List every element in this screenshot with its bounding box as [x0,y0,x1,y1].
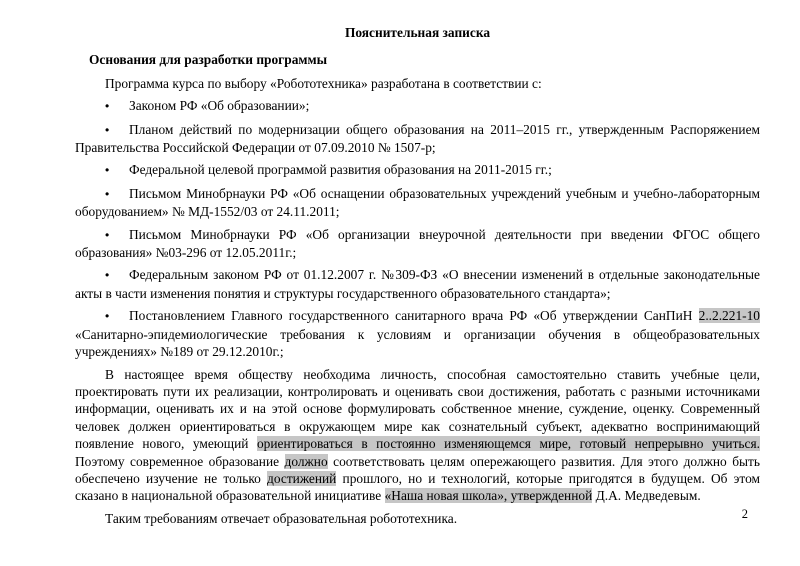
highlighted-text-segment: ориентироваться в постоянно изменяющемся мире, готовый непрерывно учиться. [256,436,760,452]
highlighted-text-segment: «Наша новая школа», утвержденной [384,488,593,504]
bullet-icon: • [105,122,110,137]
text-segment: Федеральной целевой программой развития образования на 2011-2015 гг.; [129,162,552,178]
section-heading: Основания для разработки программы [89,52,328,68]
bullet-icon: • [105,268,110,283]
text-segment: прошлого, но и технологий, которые пригодятся в будущем. Об этом сказано в национальной образовательной инициативе [75,470,760,504]
bullet-item [75,185,760,221]
bullet-item [75,307,760,360]
bullet-item [75,97,760,115]
body-paragraph [75,366,760,505]
intro-paragraph: Программа курса по выбору «Робототехника» разработана в соответствии с: [105,75,542,91]
text-segment: Письмом Минобрнауки РФ «Об организации внеурочной деятельности при введении ФГОС общего образования» №03-296 от 12.05.2011г.; [75,226,760,261]
body-paragraphs [75,366,760,528]
bullet-item [75,266,760,302]
text-segment: соответствовать целям опережающего развития. Для этого должно быть обеспечено изучение не только [75,453,760,486]
text-segment: Федеральным законом РФ от 01.12.2007 г. №309-ФЗ «О внесении изменений в отдельные законодательные акты в части изменения понятия и структуры государственного образовательного стандарта»; [75,267,760,301]
text-segment: В настоящее время обществу необходима личность, способная самостоятельно ставить учебные цели, проектировать пути их реализации, контролировать и оценивать свои достижения, работать с разными источниками информации, оценивать их и на этой основе формулировать собственное мнение, суждение, оценку. Современный человек должен ориентироваться в окружающем мире как сознательный субъект, адекватно воспринимающий появление нового, умеющий [75,366,760,452]
bullet-item [75,161,760,179]
bullet-icon: • [105,99,110,114]
bullet-item [75,226,760,262]
page-number: 2 [741,507,748,521]
highlighted-text-segment: достижений [267,470,337,486]
bullet-icon: • [105,227,110,242]
text-segment: Письмом Минобрнауки РФ «Об оснащении образовательных учреждений учебным и учебно-лабораторным оборудованием» № МД-1552/03 от 24.11.2011; [75,185,760,220]
text-segment: Постановлением Главного государственного санитарного врача РФ «Об утверждении СанПиН [129,308,699,324]
text-segment: «Санитарно-эпидемиологические требования к условиям и организации обучения в общеобразовательных учреждениях» №189 от 29.12.2010г.; [75,326,760,360]
document-title: Пояснительная записка [344,25,491,40]
bullet-icon: • [105,186,110,201]
bullet-icon: • [105,309,110,324]
highlighted-text-segment: 2..2.221-10 [698,308,760,324]
text-segment: Таким требованиям отвечает образовательная робототехника. [105,510,458,526]
text-segment: Законом РФ «Об образовании»; [129,98,310,114]
text-segment: Поэтому современное образование [75,453,285,469]
bullet-list [75,97,760,360]
bullet-item [75,121,760,157]
text-segment: Д.А. Медведевым. [592,488,701,504]
bullet-icon: • [105,163,110,178]
text-segment: Планом действий по модернизации общего образования на 2011–2015 гг., утвержденным Распоряжением Правительства Российской Федерации от 07.09.2010 № 1507-р; [75,121,760,156]
highlighted-text-segment: должно [284,453,328,469]
body-paragraph [75,510,760,527]
